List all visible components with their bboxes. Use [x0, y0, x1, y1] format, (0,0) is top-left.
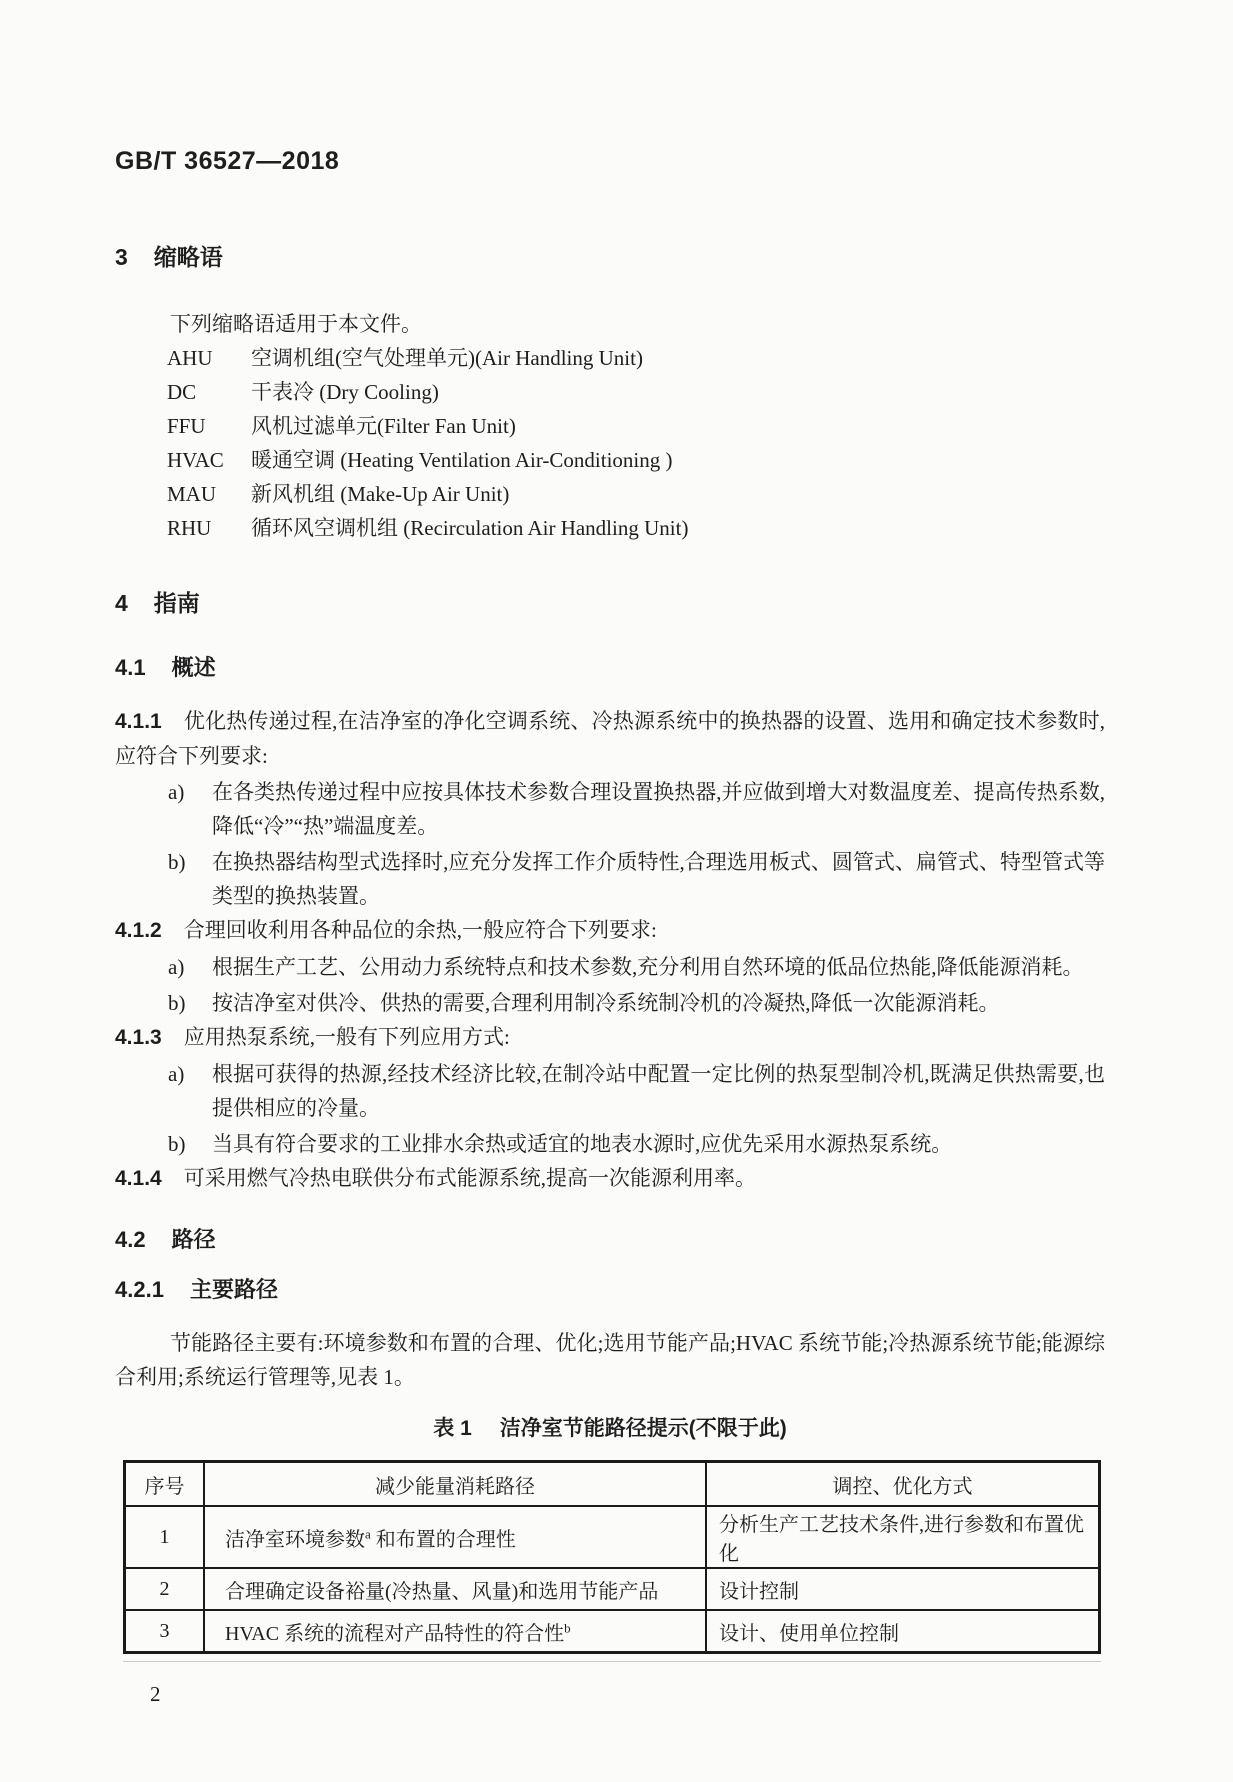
list-item-marker: b) [168, 991, 186, 1015]
subsection-number: 4.2.1 [115, 1277, 164, 1302]
abbreviation-term: MAU [167, 482, 217, 506]
table-row [125, 1610, 1100, 1653]
table-caption-label: 表 1 [433, 1417, 472, 1440]
abbreviation-term: DC [167, 380, 197, 404]
abbreviation-item [115, 477, 1105, 511]
clause-number: 4.1.3 [115, 1026, 162, 1049]
clause-4-1-4 [115, 1161, 1105, 1196]
list-item-b [115, 845, 1105, 913]
cell-path [204, 1610, 706, 1653]
clause-4-1-2 [115, 913, 1105, 948]
table-header-row [125, 1462, 1100, 1507]
abbreviation-definition: 空调机组(空气处理单元)(Air Handling Unit) [251, 346, 643, 370]
subsection-title: 概述 [171, 655, 216, 680]
list-item-marker: b) [168, 850, 186, 874]
clause-number: 4.1.1 [115, 710, 162, 733]
subsection-4-2-heading [115, 1226, 1105, 1254]
page-number: 2 [150, 1682, 161, 1706]
section-3-heading [115, 243, 1105, 271]
cell-seq: 1 [125, 1506, 205, 1568]
list-item-text: 在各类热传递过程中应按具体技术参数合理设置换热器,并应做到增大对数温度差、提高传热系数,降低“冷”“热”端温度差。 [212, 780, 1105, 838]
abbreviation-definition: 循环风空调机组 (Recirculation Air Handling Unit) [251, 516, 689, 540]
abbreviation-definition: 暖通空调 (Heating Ventilation Air-Conditioning ) [251, 448, 673, 472]
header-cell-seq: 序号 [125, 1462, 205, 1507]
cell-path-text: 洁净室环境参数 [225, 1528, 365, 1551]
clause-text: 应用热泵系统,一般有下列应用方式: [183, 1025, 510, 1049]
abbreviation-term: RHU [167, 516, 212, 540]
list-item-marker: a) [168, 1062, 185, 1086]
list-item-text: 当具有符合要求的工业排水余热或适宜的地表水源时,应优先采用水源热泵系统。 [212, 1132, 953, 1156]
clause-4-1-1 [115, 704, 1105, 773]
abbreviation-definition: 新风机组 (Make-Up Air Unit) [251, 482, 510, 506]
energy-paths-paragraph: 节能路径主要有:环境参数和布置的合理、优化;选用节能产品;HVAC 系统节能;冷热源系统节能;能源综合利用;系统运行管理等,见表 1。 [115, 1331, 1105, 1389]
section-4-heading [115, 589, 1105, 617]
table-caption [115, 1416, 1105, 1442]
energy-paths-table [123, 1460, 1101, 1654]
clause-text: 合理回收利用各种品位的余热,一般应符合下列要求: [183, 918, 657, 942]
list-item-marker: a) [168, 780, 185, 804]
list-item-text: 按洁净室对供冷、供热的需要,合理利用制冷系统制冷机的冷凝热,降低一次能源消耗。 [212, 991, 1000, 1015]
subsection-title: 路径 [171, 1227, 216, 1252]
header-cell-path: 减少能量消耗路径 [204, 1462, 706, 1507]
standard-number-header: GB/T 36527—2018 [115, 147, 340, 175]
subsection-title: 主要路径 [189, 1277, 278, 1302]
cell-method: 设计、使用单位控制 [706, 1610, 1100, 1653]
cell-path [204, 1506, 706, 1568]
clause-number: 4.1.4 [115, 1167, 162, 1190]
abbreviation-item [115, 341, 1105, 375]
list-item-a [115, 950, 1105, 984]
table-bottom-scan-line [123, 1661, 1101, 1662]
superscript-note: b [564, 1619, 571, 1635]
section-title: 缩略语 [153, 244, 223, 270]
cell-seq: 2 [125, 1568, 205, 1610]
section-title: 指南 [153, 590, 200, 616]
subsection-4-2-1-heading [115, 1276, 1105, 1304]
abbreviation-item [115, 409, 1105, 443]
list-item-text: 根据生产工艺、公用动力系统特点和技术参数,充分利用自然环境的低品位热能,降低能源消耗。 [212, 955, 1084, 979]
list-item-a [115, 1057, 1105, 1125]
superscript-note: a [365, 1525, 371, 1541]
abbreviation-term: HVAC [167, 448, 224, 472]
abbreviation-definition: 干表冷 (Dry Cooling) [251, 380, 439, 404]
cell-seq: 3 [125, 1610, 205, 1653]
list-item-b [115, 986, 1105, 1020]
abbreviation-definition: 风机过滤单元(Filter Fan Unit) [251, 414, 516, 438]
abbreviation-list [115, 341, 1105, 545]
list-item-marker: a) [168, 955, 185, 979]
list-item-text: 根据可获得的热源,经技术经济比较,在制冷站中配置一定比例的热泵型制冷机,既满足供热需要,也提供相应的冷量。 [212, 1062, 1105, 1120]
subsection-4-1-heading [115, 654, 1105, 682]
header-cell-method: 调控、优化方式 [706, 1462, 1100, 1507]
list-item-b [115, 1127, 1105, 1161]
section-number: 3 [115, 244, 128, 270]
cell-path-rest: 和布置的合理性 [370, 1528, 516, 1551]
abbreviation-term: FFU [167, 414, 206, 438]
abbreviation-item [115, 375, 1105, 409]
abbreviation-term: AHU [167, 346, 213, 370]
subsection-number: 4.2 [115, 1227, 146, 1252]
table-body [125, 1506, 1100, 1653]
table-header [125, 1462, 1100, 1507]
section-number: 4 [115, 590, 128, 616]
abbreviation-item [115, 511, 1105, 545]
clause-4-1-3 [115, 1020, 1105, 1055]
cell-method: 分析生产工艺技术条件,进行参数和布置优化 [706, 1506, 1100, 1568]
cell-path-text: 合理确定设备裕量(冷热量、风量)和选用节能产品 [225, 1580, 659, 1603]
cell-path-text: HVAC 系统的流程对产品特性的符合性 [225, 1622, 565, 1645]
cell-method: 设计控制 [706, 1568, 1100, 1610]
list-item-marker: b) [168, 1132, 186, 1156]
clause-text: 优化热传递过程,在洁净室的净化空调系统、冷热源系统中的换热器的设置、选用和确定技术参数时,应符合下列要求: [115, 709, 1105, 768]
table-row [125, 1568, 1100, 1610]
abbreviation-item [115, 443, 1105, 477]
list-item-a [115, 775, 1105, 843]
table-caption-text: 洁净室节能路径提示(不限于此) [499, 1417, 787, 1440]
table-row [125, 1506, 1100, 1568]
list-item-text: 在换热器结构型式选择时,应充分发挥工作介质特性,合理选用板式、圆管式、扁管式、特型管式等类型的换热装置。 [212, 850, 1105, 908]
clause-text: 可采用燃气冷热电联供分布式能源系统,提高一次能源利用率。 [183, 1166, 756, 1190]
subsection-number: 4.1 [115, 655, 146, 680]
abbreviations-intro: 下列缩略语适用于本文件。 [170, 312, 422, 336]
cell-path [204, 1568, 706, 1610]
clause-number: 4.1.2 [115, 919, 162, 942]
